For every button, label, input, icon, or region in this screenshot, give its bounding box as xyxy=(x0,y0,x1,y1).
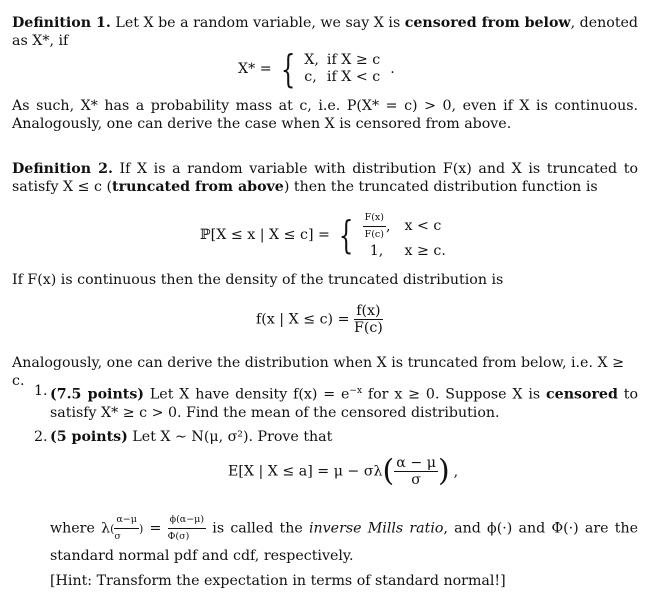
cdf-numerator: F(x) xyxy=(363,210,386,227)
definition-2-text-a: If X is a random variable with distribution F(x) and X is truncated to satisfy X ≤ c ( xyxy=(12,161,638,195)
definition-1-heading: Definition 1. xyxy=(12,15,111,31)
phi-numerator-arg: α−μ xyxy=(179,514,201,525)
censored-cases xyxy=(300,52,384,86)
phi-numerator-symbol: ϕ xyxy=(169,514,177,525)
phi-denominator-arg: σ xyxy=(179,531,186,542)
case-2-value: c, xyxy=(304,69,317,85)
definition-2-text-b: ) then the truncated distribution function is xyxy=(283,179,598,195)
density-equation xyxy=(256,303,383,336)
mills-fraction xyxy=(394,455,438,488)
mills-lhs: E[X | X ≤ a] = μ − σλ xyxy=(228,463,383,480)
density-numerator: f(x) xyxy=(354,303,383,320)
truncated-cases xyxy=(359,210,450,260)
censored-equation xyxy=(238,47,395,91)
mills-text-c: , and ϕ(·) and Φ(·) are the standard normal pdf and cdf, respectively. xyxy=(50,520,638,564)
mills-ratio-fraction: $\frac{\phi(\alpha-\mu)}{\Phi(\sigma)}$ xyxy=(167,514,205,542)
mills-text-b: is called the xyxy=(206,520,309,537)
question-2 xyxy=(50,428,638,446)
case-1-condition: if X ≥ c xyxy=(326,52,381,68)
mills-definition: where λ( $\frac{\alpha-\mu}{\sigma}$ ) = $\frac{\phi(\alpha-\mu)}{\Phi(\sigma)}$ is called the inverse Mills ratio, and ϕ(·) and Φ(·) are the standard normal pdf and cdf, respectively. xyxy=(50,514,638,564)
definition-1 xyxy=(12,14,638,50)
truncated-cdf-equation xyxy=(200,210,450,260)
question-2-text-a: Let X ∼ N(μ, σ²). Prove that xyxy=(127,429,333,445)
density-lhs: f(x | X ≤ c) = xyxy=(256,311,354,328)
left-brace-icon: { xyxy=(339,213,354,257)
case-2-condition: if X < c xyxy=(326,69,381,85)
mills-numerator: α − μ xyxy=(396,455,436,471)
truncated-lhs: ℙ[X ≤ x | X ≤ c] = xyxy=(200,227,335,243)
question-2-points: (5 points) xyxy=(50,429,128,445)
definition-2-after: Analogously, one can derive the distribution when X is truncated from below, i.e. X ≥ c. xyxy=(12,355,624,389)
where-text: where λ xyxy=(50,520,111,537)
definition-1-bold: censored from below xyxy=(404,15,571,31)
definition-2-bold: truncated from above xyxy=(112,179,284,195)
lambda-arg-numerator: α−μ xyxy=(114,512,139,529)
left-brace-icon: { xyxy=(280,47,296,91)
question-1-text-c: to satisfy X* ≥ c > 0. Find the mean of the censored distribution. xyxy=(50,386,638,421)
mills-equation xyxy=(228,455,458,488)
cdf-denominator: F(c) xyxy=(364,229,384,240)
hint: [Hint: Transform the expectation in terms of standard normal!] xyxy=(50,573,506,589)
censored-trail: . xyxy=(390,61,395,77)
question-1 xyxy=(50,382,638,422)
truncated-case-2-condition: x ≥ c. xyxy=(404,243,446,259)
question-1-number: 1. xyxy=(34,383,48,399)
density-fraction xyxy=(354,303,383,336)
cdf-fraction xyxy=(363,210,386,243)
case-1-comma: , xyxy=(385,218,391,235)
question-1-exponent: −x xyxy=(349,386,363,396)
lambda-arg-denominator: σ xyxy=(114,531,121,542)
truncated-case-1-condition: x < c xyxy=(404,218,442,234)
left-paren-icon: ( xyxy=(382,453,395,489)
mills-trail: , xyxy=(453,463,459,480)
question-1-text-a: Let X have density f(x) = e xyxy=(144,386,350,403)
equals-sign: = xyxy=(143,520,168,537)
truncated-case-2-value: 1, xyxy=(369,243,384,259)
question-1-points: (7.5 points) xyxy=(50,386,145,403)
definition-2 xyxy=(12,160,638,196)
definition-1-after: As such, X* has a probability mass at c, i.e. P(X* = c) > 0, even if X is continuous. Analogously, one can derive the case when X is censored from above. xyxy=(12,98,638,132)
definition-1-text-b: , denoted as X*, if xyxy=(12,15,639,49)
mills-italic: inverse Mills ratio xyxy=(308,520,444,537)
lambda-arg-fraction xyxy=(114,512,139,545)
definition-1-text-a: Let X be a random variable, we say X is xyxy=(110,15,405,31)
question-2-number: 2. xyxy=(34,429,48,445)
density-denominator: F(c) xyxy=(353,320,383,336)
phi-denominator-symbol: Φ xyxy=(167,531,176,542)
mills-denominator: σ xyxy=(411,472,421,488)
definition-2-heading: Definition 2. xyxy=(12,161,113,177)
density-intro: If F(x) is continuous then the density of the truncated distribution is xyxy=(12,272,504,288)
censored-lhs: X* = xyxy=(238,61,277,77)
case-1-value: X, xyxy=(304,52,319,68)
right-paren-icon: ) xyxy=(437,453,450,489)
question-1-text-b: for x ≥ 0. Suppose X is xyxy=(362,386,547,403)
question-1-bold: censored xyxy=(546,386,618,403)
